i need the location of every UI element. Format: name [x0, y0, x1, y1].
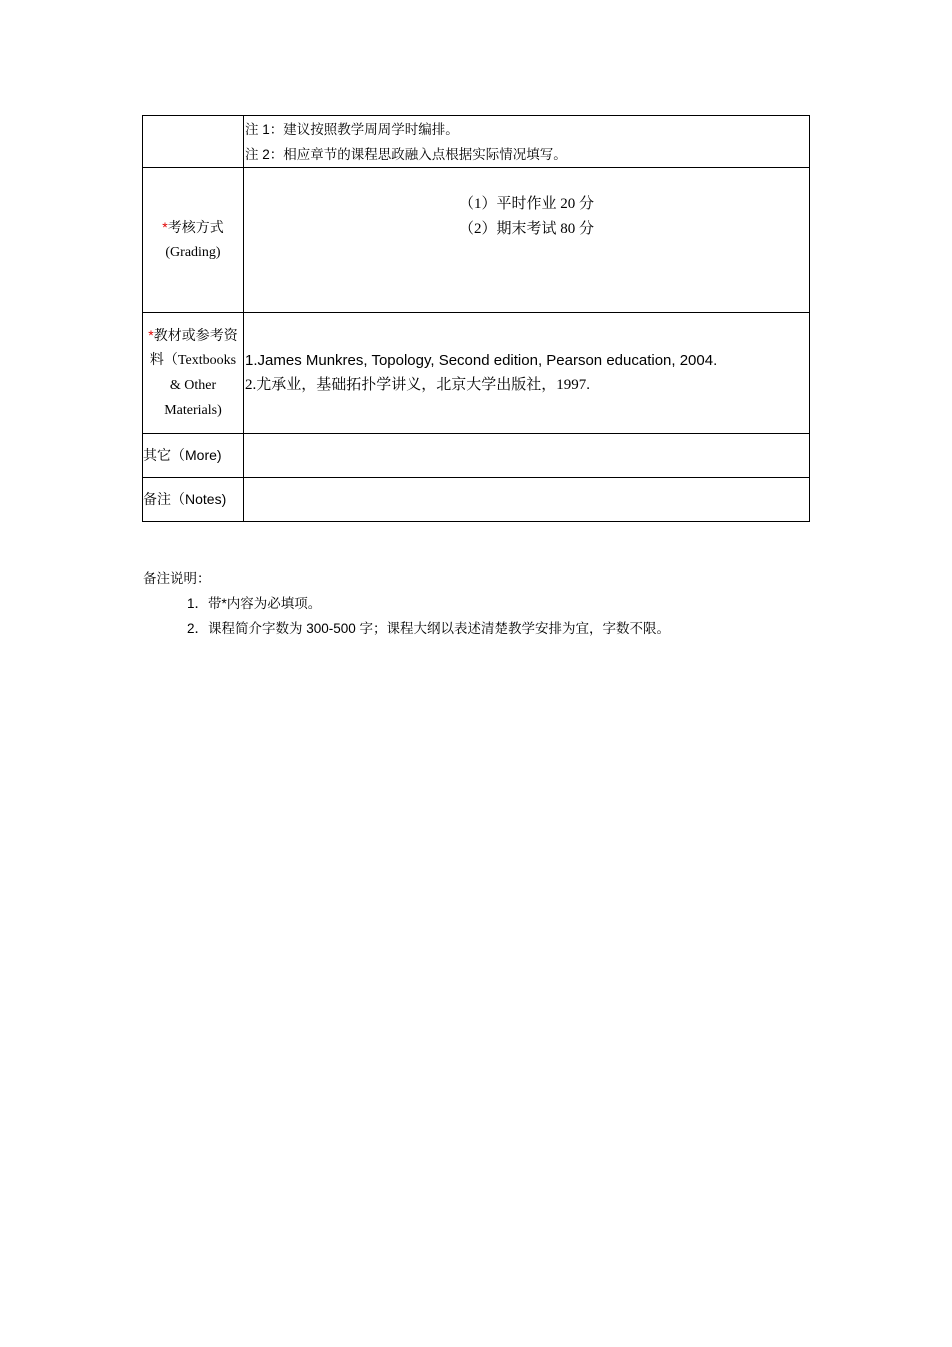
textbooks-label-line2: 料（Textbooks	[149, 353, 237, 368]
note-2: 注 2：相应章节的课程思政融入点根据实际情况填写。	[245, 146, 567, 162]
grading-item-2: （2）期末考试 80 分	[458, 221, 594, 237]
grading-content-cell	[244, 168, 810, 313]
more-row	[143, 434, 810, 478]
remarks-row	[143, 478, 810, 522]
more-label-cell	[143, 434, 244, 478]
notes-label-cell	[143, 116, 244, 168]
footer-notes	[143, 566, 843, 641]
more-label: 其它（More)	[143, 447, 222, 463]
notes-row	[143, 116, 810, 168]
textbooks-content-cell	[244, 313, 810, 434]
grading-item-1: （1）平时作业 20 分	[458, 196, 594, 212]
syllabus-table	[142, 115, 810, 522]
remarks-content-cell	[244, 478, 810, 522]
grading-label-en: (Grading)	[165, 245, 221, 260]
textbooks-label-line3: & Other	[169, 378, 217, 393]
grading-label-cell	[143, 168, 244, 313]
footer-title: 备注说明：	[143, 571, 211, 586]
notes-content-cell	[244, 116, 810, 168]
remarks-label: 备注（Notes)	[143, 491, 227, 507]
textbook-item-2: 2.尤承业，基础拓扑学讲义，北京大学出版社，1997.	[245, 377, 591, 393]
textbooks-label-line4: Materials)	[164, 403, 222, 418]
footer-item-1: 1．带*内容为必填项。	[187, 596, 322, 611]
more-content-cell	[244, 434, 810, 478]
remarks-label-cell	[143, 478, 244, 522]
note-1: 注 1：建议按照教学周周学时编排。	[245, 121, 459, 137]
grading-label-cn: 考核方式	[167, 219, 224, 235]
grading-row	[143, 168, 810, 313]
textbooks-label-line1: 教材或参考资	[153, 327, 238, 343]
required-mark: *	[148, 327, 154, 343]
required-mark: *	[162, 219, 168, 235]
textbooks-label-cell	[143, 313, 244, 434]
textbook-item-1: 1.James Munkres, Topology, Second edition, Pearson education, 2004.	[245, 352, 718, 369]
footer-item-2: 2．课程简介字数为 300-500 字；课程大纲以表述清楚教学安排为宜，字数不限。	[187, 621, 671, 636]
textbooks-row	[143, 313, 810, 434]
